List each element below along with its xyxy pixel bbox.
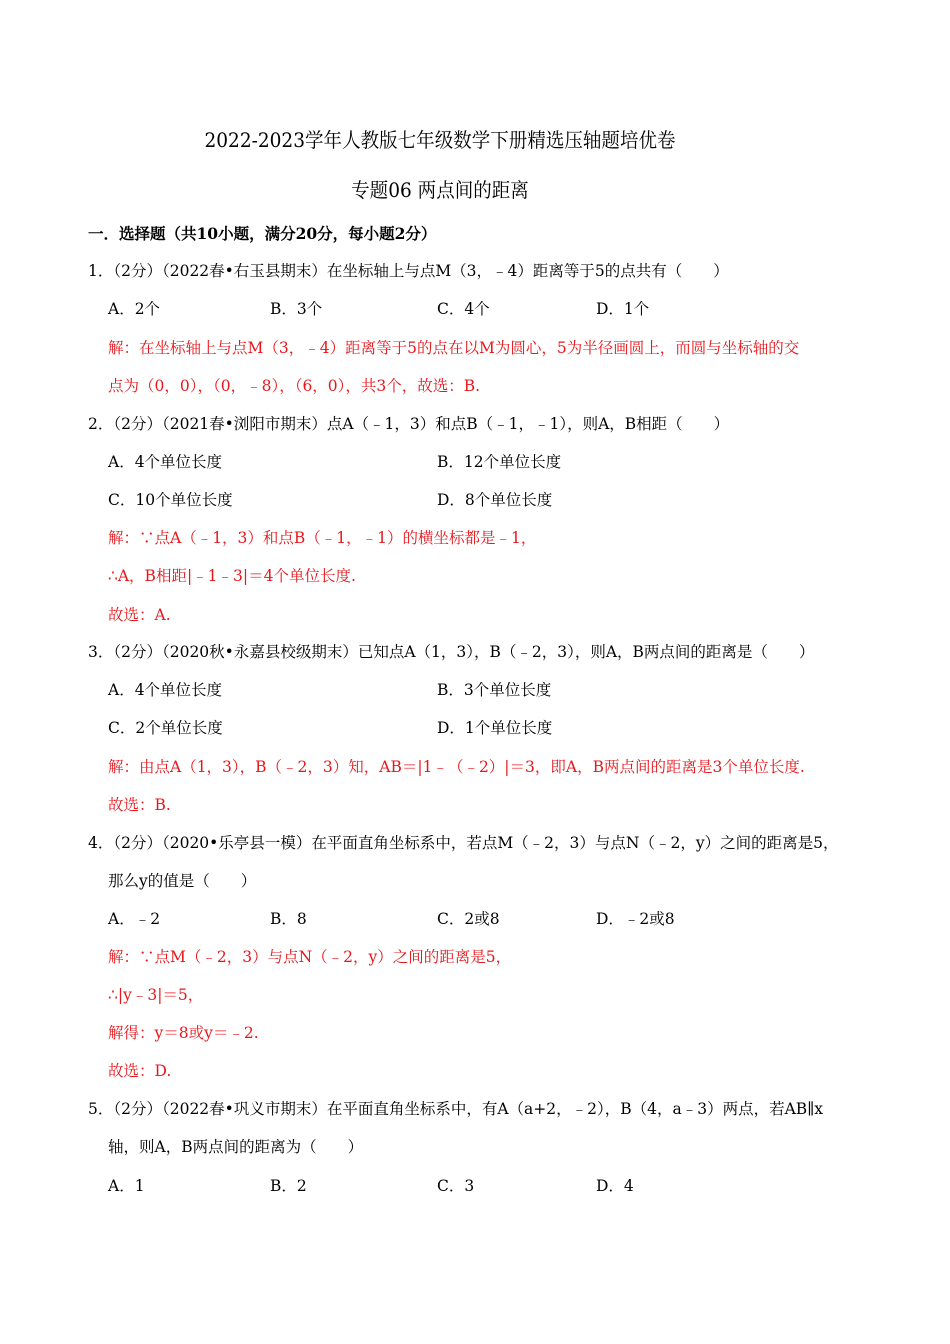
document-subtitle: 专题06 两点间的距离: [351, 178, 529, 202]
solution-line: 点为（0，0），（0，﹣8），（6，0），共3个，故选：B.: [108, 377, 481, 395]
solution-line: 解：∵点A（﹣1，3）和点B（﹣1，﹣1）的横坐标都是﹣1，: [108, 529, 537, 547]
question-stem: 2．（2分）（2021春•浏阳市期末）点A（﹣1，3）和点B（﹣1，﹣1），则A，B相距（ ）: [88, 415, 730, 433]
option-c: C．4个: [437, 300, 490, 318]
option-b: B．12个单位长度: [437, 453, 562, 471]
option-d: D．1个单位长度: [437, 719, 553, 737]
option-b: B．8: [270, 910, 307, 928]
solution-line: 故选：B.: [108, 796, 171, 814]
solution-line: ∴A，B相距|﹣1﹣3|＝4个单位长度.: [108, 567, 356, 585]
option-b: B．2: [270, 1177, 307, 1195]
question-stem: 4．（2分）（2020•乐亭县一模）在平面直角坐标系中，若点M（﹣2，3）与点N（﹣2，y）之间的距离是5，: [88, 834, 839, 852]
option-a: A．﹣2: [108, 910, 161, 928]
document-title: 2022-2023学年人教版七年级数学下册精选压轴题培优卷: [204, 128, 676, 152]
option-d: D．1个: [596, 300, 650, 318]
option-d: D．﹣2或8: [596, 910, 675, 928]
option-c: C．10个单位长度: [108, 491, 233, 509]
question-stem-continued: 轴，则A，B两点间的距离为（ ）: [108, 1138, 364, 1156]
option-a: A．4个单位长度: [108, 453, 223, 471]
option-d: D．4: [596, 1177, 634, 1195]
option-c: C．3: [437, 1177, 475, 1195]
option-b: B．3个单位长度: [437, 681, 552, 699]
solution-line: 解：在坐标轴上与点M（3，﹣4）距离等于5的点在以M为圆心，5为半径画圆上，而圆与坐标轴的交: [108, 339, 800, 357]
solution-line: 解得：y＝8或y＝﹣2.: [108, 1024, 259, 1042]
question-stem: 1．（2分）（2022春•右玉县期末）在坐标轴上与点M（3，﹣4）距离等于5的点共有（ ）: [88, 262, 729, 280]
option-d: D．8个单位长度: [437, 491, 553, 509]
option-a: A．1: [108, 1177, 145, 1195]
solution-line: 解：由点A（1，3），B（﹣2，3）知，AB＝|1﹣（﹣2）|＝3，即A，B两点间的距离是3个单位长度.: [108, 758, 805, 776]
option-c: C．2个单位长度: [108, 719, 223, 737]
question-stem: 3．（2分）（2020秋•永嘉县校级期末）已知点A（1，3），B（﹣2，3），则A，B两点间的距离是（ ）: [88, 643, 815, 661]
option-a: A．4个单位长度: [108, 681, 223, 699]
question-stem-continued: 那么y的值是（ ）: [108, 872, 257, 890]
solution-line: 故选：D.: [108, 1062, 172, 1080]
option-a: A．2个: [108, 300, 161, 318]
question-stem: 5．（2分）（2022春•巩义市期末）在平面直角坐标系中，有A（a+2，﹣2），B（4，a﹣3）两点，若AB∥x: [88, 1100, 824, 1118]
solution-line: 故选：A.: [108, 606, 171, 624]
option-c: C．2或8: [437, 910, 500, 928]
solution-line: 解：∵点M（﹣2，3）与点N（﹣2，y）之间的距离是5，: [108, 948, 512, 966]
option-b: B．3个: [270, 300, 323, 318]
section-heading: 一．选择题（共10小题，满分20分，每小题2分）: [88, 224, 437, 243]
solution-line: ∴|y﹣3|＝5，: [108, 986, 204, 1004]
